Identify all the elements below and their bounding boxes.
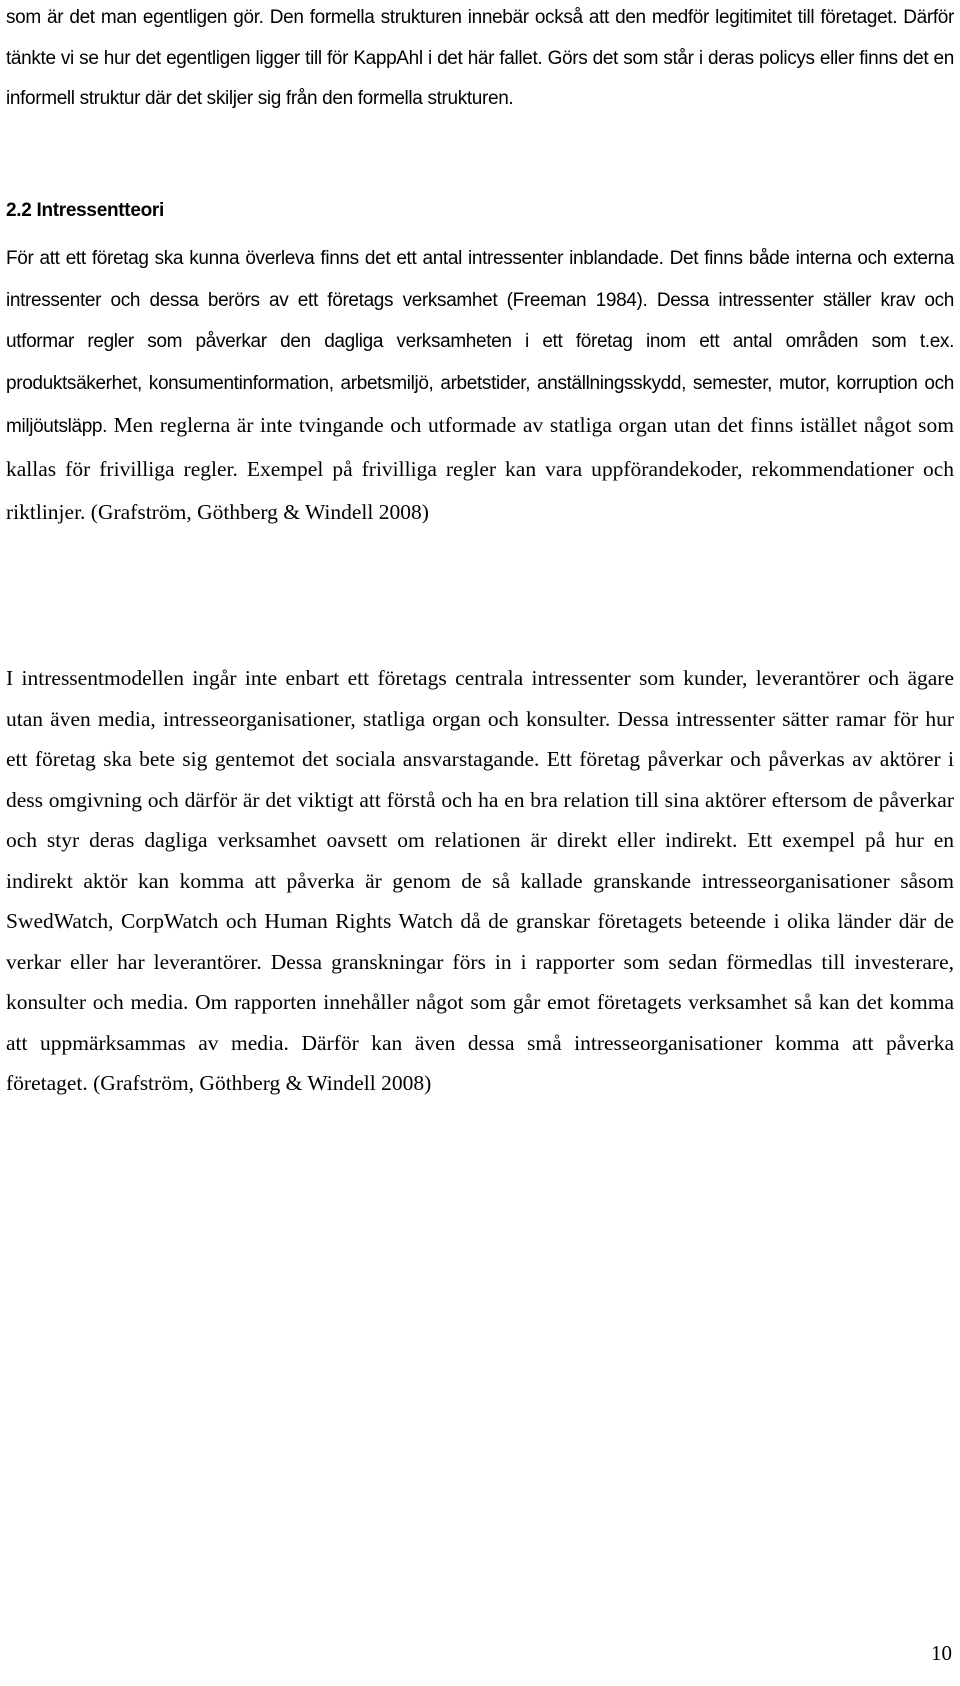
section-heading: 2.2 Intressentteori [6,200,164,221]
model-text: I intressentmodellen ingår inte enbart ett företags centrala intressenter som kunder, leverantörer och ägare utan även media, intresseorganisationer, statliga organ och konsulter. Dessa intressenter sätter ramar för hur ett företag ska bete sig gentemot det sociala ansvarstagande. Ett företag påverkar och påverkas av aktörer i dess omgivning och därför är det viktigt att förstå och ha en bra relation till sina aktörer eftersom de påverkar och styr deras dagliga verksamhet oavsett om relationen är direkt eller indirekt. Ett exempel på hur en indirekt aktör kan komma att påverka är genom de så kallade granskande intresseorganisationer såsom SwedWatch, CorpWatch och Human Rights Watch då de granskar företagets beteende i olika länder där de verkar eller har leverantörer. Dessa granskningar förs in i rapporter som sedan förmedlas till investerare, konsulter och media. Om rapporten innehåller något som går emot företagets verksamhet så kan det komma att uppmärksammas av media. Därför kan även dessa små intresseorganisationer komma att påverka företaget. (Grafström, Göthberg & Windell 2008) [6,666,954,1095]
model-paragraph [6,658,954,1104]
stakeholder-text-part-1: För att ett företag ska kunna överleva finns det ett antal intressenter inblandade. Det finns både interna och externa intressenter och dessa berörs av ett företags verksamhet (Freeman 1984). Dessa intressenter ställer krav och utformar regler som påverkar den dagliga verksamheten i ett företag inom ett antal områden som t.ex. produktsäkerhet, konsumentinformation, arbetsmiljö, arbetstider, anställningsskydd, semester, mutor, korruption och miljöutsläpp. [6,248,954,437]
stakeholder-paragraph [6,239,954,536]
stakeholder-text-part-2: Men reglerna är inte tvingande och utformade av statliga organ utan det finns istället något som kallas för frivilliga regler. Exempel på frivilliga regler kan vara uppförandekoder, rekommendationer och riktlinjer. (Grafström, Göthberg & Windell 2008) [6,413,954,524]
page-number: 10 [931,1641,952,1665]
intro-paragraph [6,0,954,120]
intro-text: som är det man egentligen gör. Den formella strukturen innebär också att den medför legitimitet till företaget. Därför tänkte vi se hur det egentligen ligger till för KappAhl i det här fallet. Görs det som står i deras policys eller finns det en informell struktur där det skiljer sig från den formella strukturen. [6,7,954,109]
